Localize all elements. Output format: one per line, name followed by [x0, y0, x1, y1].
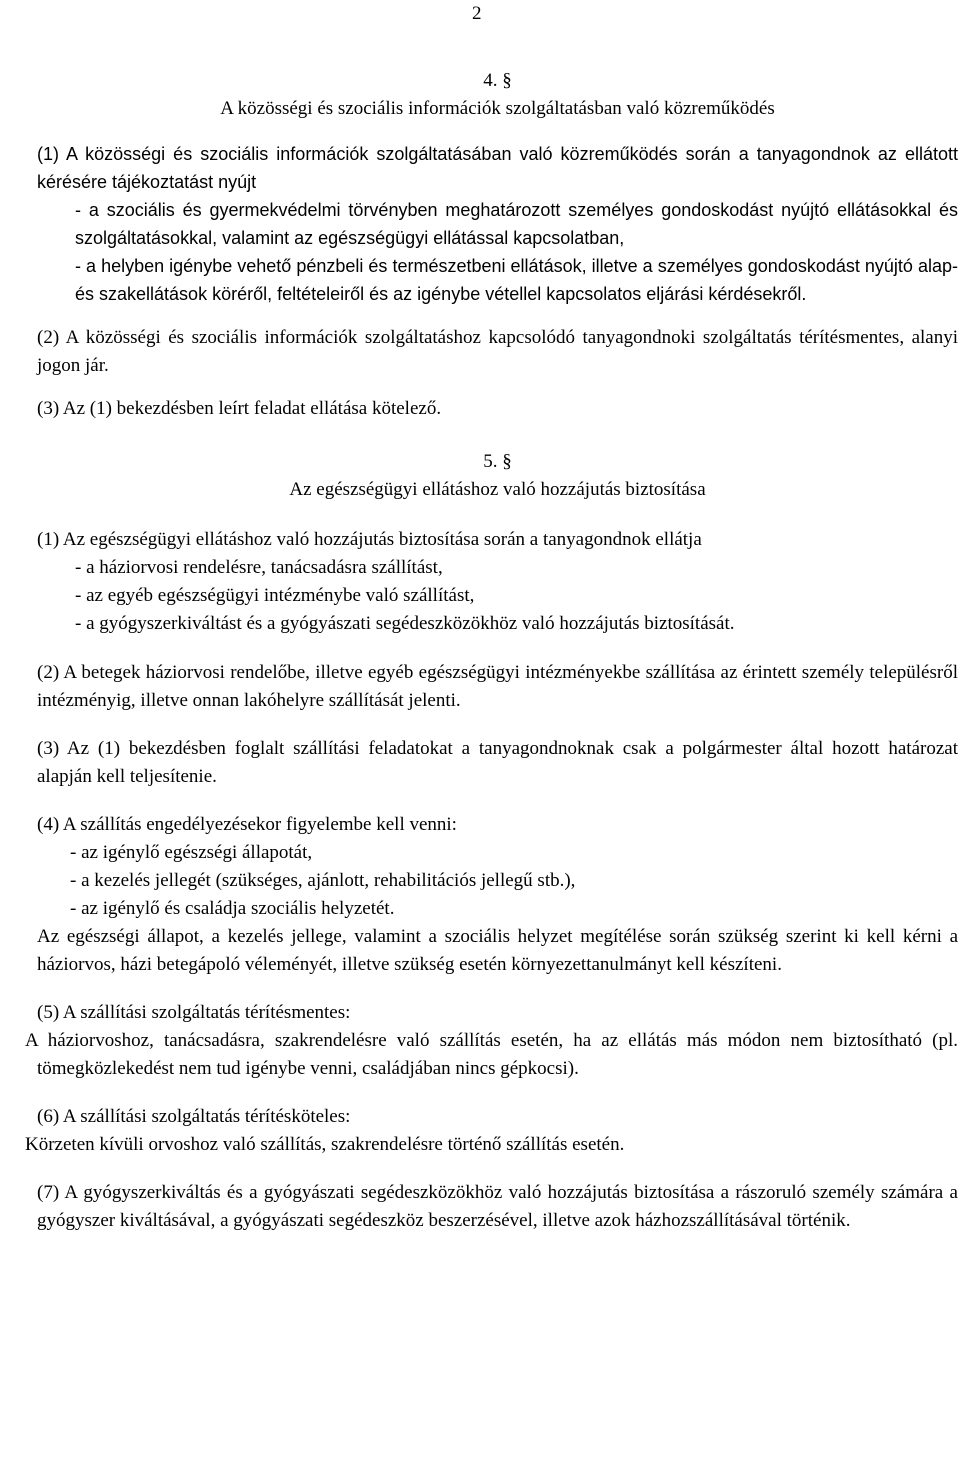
section-4-number: 4. §	[483, 70, 512, 91]
section-4-paragraph-1	[37, 140, 958, 308]
section-5-p6-intro: (6) A szállítási szolgáltatás térítésköteles:	[37, 1106, 351, 1127]
section-4-p1-item-1: - a szociális és gyermekvédelmi törvényben meghatározott személyes gondoskodást nyújtó ellátásokkal és szolgáltatásokkal, valamint az egészségügyi ellátással kapcsolatban,	[75, 200, 958, 248]
section-4-p1-intro: (1) A közösségi és szociális információk szolgáltatásában való közreműködés során a tanyagondnok az ellátott kérésére tájékoztatást nyújt	[37, 144, 958, 192]
section-5-p5-text: A háziorvoshoz, tanácsadásra, szakrendelésre való szállítás esetén, ha az ellátás más módon nem biztosítható (pl. tömegközlekedést nem tud igénybe venni, családjában nincs gépkocsi).	[25, 1030, 958, 1079]
section-5-paragraph-2: (2) A betegek háziorvosi rendelőbe, illetve egyéb egészségügyi intézményekbe szállítása az érintett személy településről intézményig, illetve onnan lakóhelyre szállítását jelenti.	[37, 662, 958, 711]
list-item: - az igénylő egészségi állapotát,	[70, 842, 313, 863]
list-item: - a kezelés jellegét (szükséges, ajánlott, rehabilitációs jellegű stb.),	[70, 870, 576, 891]
section-5-p4-note: Az egészségi állapot, a kezelés jellege, valamint a szociális helyzet megítélése során szükség szerint ki kell kérni a háziorvos, házi betegápoló véleményét, illetve szükség esetén környezettanulmányt kell készíteni.	[37, 926, 958, 975]
section-4-paragraph-3: (3) Az (1) bekezdésben leírt feladat ellátása kötelező.	[37, 398, 442, 419]
section-4-p1-item-2: - a helyben igénybe vehető pénzbeli és természetbeni ellátások, illetve a személyes gondoskodást nyújtó alap- és szakellátások köréről, feltételeiről és az igénybe vétellel kapcsolatos eljárási kérdésekről.	[75, 256, 958, 304]
list-item: - a háziorvosi rendelésre, tanácsadásra szállítást,	[75, 557, 443, 578]
section-5-p6-text: Körzeten kívüli orvoshoz való szállítás, szakrendelésre történő szállítás esetén.	[25, 1134, 625, 1155]
section-5-paragraph-6	[25, 1103, 958, 1159]
section-5-p4-intro: (4) A szállítás engedélyezésekor figyelembe kell venni:	[37, 814, 457, 835]
section-5-paragraph-5	[25, 999, 958, 1083]
list-item: - az egyéb egészségügyi intézménybe való szállítást,	[75, 585, 475, 606]
section-5-paragraph-1	[37, 526, 958, 638]
section-5-paragraph-7: (7) A gyógyszerkiváltás és a gyógyászati segédeszközökhöz való hozzájutás biztosítása a rászoruló személy számára a gyógyszer kiváltásával, a gyógyászati segédeszköz beszerzésével, illetve azok házhozszállításával történik.	[37, 1182, 958, 1231]
list-item: - a gyógyszerkiváltást és a gyógyászati segédeszközökhöz való hozzájutás biztosítását.	[75, 613, 735, 634]
section-5-number: 5. §	[483, 451, 512, 472]
section-5-title: Az egészségügyi ellátáshoz való hozzájutás biztosítása	[289, 479, 706, 500]
page-number: 2	[472, 3, 482, 24]
document-body	[25, 67, 958, 1235]
section-5-paragraph-3: (3) Az (1) bekezdésben foglalt szállítási feladatokat a tanyagondnoknak csak a polgármester által hozott határozat alapján kell teljesítenie.	[37, 738, 958, 787]
section-5-p5-intro: (5) A szállítási szolgáltatás térítésmentes:	[37, 1002, 351, 1023]
section-5-p1-intro: (1) Az egészségügyi ellátáshoz való hozzájutás biztosítása során a tanyagondnok ellátja	[37, 529, 702, 550]
list-item: - az igénylő és családja szociális helyzetét.	[70, 898, 395, 919]
section-4-paragraph-2: (2) A közösségi és szociális információk szolgáltatáshoz kapcsolódó tanyagondnoki szolgáltatás térítésmentes, alanyi jogon jár.	[37, 327, 958, 376]
section-4-title: A közösségi és szociális információk szolgáltatásban való közreműködés	[220, 98, 775, 119]
section-5-paragraph-4	[37, 811, 958, 979]
